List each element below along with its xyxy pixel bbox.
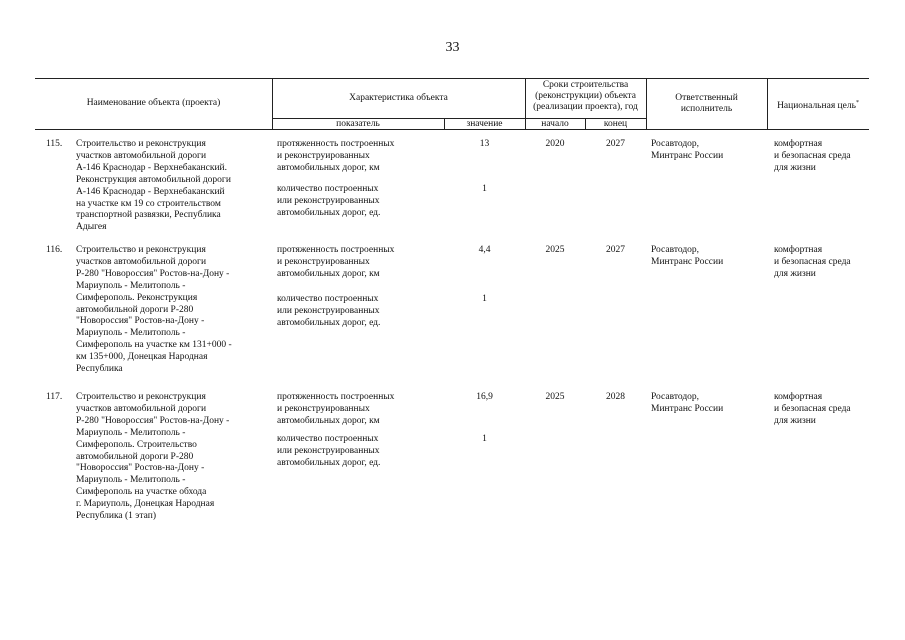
end-year: 2028: [606, 392, 625, 402]
start-year: 2025: [545, 245, 565, 255]
indicator-count: количество построенных или реконструированных автомобильных дорог, ед.: [277, 434, 381, 468]
responsible-executor: Росавтодор, Минтранс России: [651, 392, 724, 414]
indicator-length: протяженность построенных и реконструированных автомобильных дорог, км: [277, 392, 395, 426]
header-indicator: показатель: [336, 119, 380, 129]
header-timing: Сроки строительства (реконструкции) объекта (реализации проекта), год: [533, 80, 638, 112]
header-name: Наименование объекта (проекта): [86, 98, 221, 108]
end-year: 2027: [606, 139, 625, 149]
indicator-count: количество построенных или реконструированных автомобильных дорог, ед.: [277, 184, 381, 218]
row-number: 117.: [46, 392, 63, 402]
end-year: 2027: [606, 245, 625, 255]
value-count: 1: [482, 184, 487, 194]
object-name: Строительство и реконструкция участков автомобильной дороги А-146 Краснодар - Верхнебаканский. Реконструкция автомобильной дороги А-146 Краснодар - Верхнебаканский на участке км 19 со строительством транспортной развязки, Республика Адыгея: [76, 139, 231, 233]
start-year: 2025: [545, 392, 565, 402]
national-goal: комфортная и безопасная среда для жизни: [774, 245, 851, 279]
indicator-length: протяженность построенных и реконструированных автомобильных дорог, км: [277, 245, 395, 279]
header-value: значение: [466, 119, 503, 129]
header-goal-text: Национальная цель: [777, 101, 856, 112]
object-name: Строительство и реконструкция участков автомобильной дороги Р-280 "Новороссия" Ростов-на-Дону - Мариуполь - Мелитополь - Симферополь. Реконструкция автомобильной дороги Р-280 "Новороссия" Ростов-на-Дону - Мариуполь - Мелитополь - Симферополь на участке км 131+000 - км 135+000, Донецкая Народная Республика: [76, 245, 232, 375]
national-goal: комфортная и безопасная среда для жизни: [774, 392, 851, 426]
value-length: 13: [479, 139, 490, 149]
row-number: 116.: [46, 245, 63, 255]
indicator-count: количество построенных или реконструированных автомобильных дорог, ед.: [277, 294, 381, 328]
indicator-length: протяженность построенных и реконструированных автомобильных дорог, км: [277, 139, 395, 173]
national-goal: комфортная и безопасная среда для жизни: [774, 139, 851, 173]
value-length: 4,4: [478, 245, 491, 255]
page-number: 33: [445, 40, 460, 55]
object-name: Строительство и реконструкция участков автомобильной дороги Р-280 "Новороссия" Ростов-на-Дону - Мариуполь - Мелитополь - Симферополь. Строительство автомобильной дороги Р-280 "Новороссия" Ростов-на-Дону - Мариуполь - Мелитополь - Симферополь на участке обхода г. Мариуполь, Донецкая Народная Республика (1 этап): [76, 392, 230, 522]
responsible-executor: Росавтодор, Минтранс России: [651, 139, 724, 161]
value-count: 1: [482, 294, 487, 304]
value-count: 1: [482, 434, 487, 444]
header-top-border: [35, 78, 869, 79]
header-goal: [767, 98, 869, 112]
header-responsible: Ответственный исполнитель: [675, 93, 738, 114]
footnote-marker: *: [855, 100, 859, 106]
start-year: 2020: [545, 139, 565, 149]
responsible-executor: Росавтодор, Минтранс России: [651, 245, 724, 267]
value-length: 16,9: [476, 392, 493, 402]
header-characteristic: Характеристика объекта: [349, 93, 448, 103]
row-number: 115.: [46, 139, 63, 149]
header-end: конец: [603, 119, 628, 129]
header-start: начало: [541, 119, 569, 129]
